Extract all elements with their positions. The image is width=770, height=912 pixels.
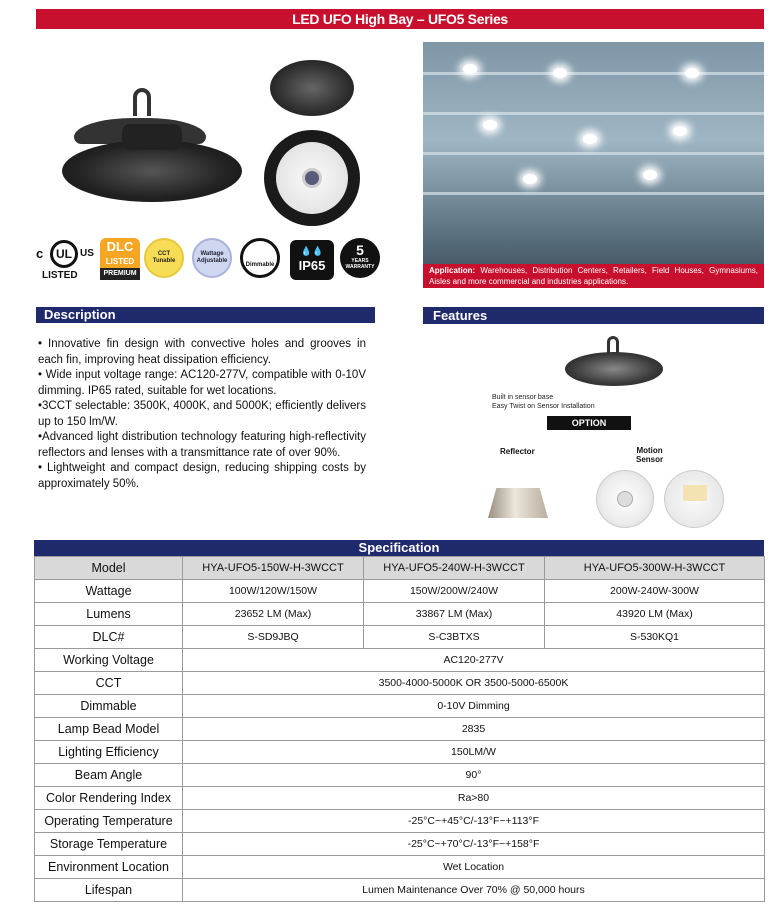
ul-logo-icon: UL	[50, 240, 78, 268]
table-cell: 150LM/W	[183, 741, 765, 764]
table-row	[35, 856, 765, 879]
motion-label-line2: Sensor	[636, 455, 664, 464]
dlc-listed-label: LISTED	[100, 256, 140, 268]
table-cell: Lumen Maintenance Over 70% @ 50,000 hours	[183, 879, 765, 902]
application-caption	[423, 264, 764, 288]
page-title: LED UFO High Bay – UFO5 Series	[36, 9, 764, 29]
motion-label-line1: Motion	[636, 446, 663, 455]
table-row	[35, 580, 765, 603]
table-header-row	[35, 557, 765, 580]
ceiling-light	[673, 126, 687, 136]
dlc-label: DLC	[100, 238, 140, 256]
table-cell: -25°C~+45°C/-13°F~+113°F	[183, 810, 765, 833]
reflector-image	[488, 488, 548, 518]
application-label: Application:	[429, 266, 476, 275]
application-photo	[423, 42, 764, 288]
table-row	[35, 764, 765, 787]
table-cell: 33867 LM (Max)	[364, 603, 545, 626]
table-cell: Model	[35, 557, 183, 580]
table-cell: Beam Angle	[35, 764, 183, 787]
table-cell: Wet Location	[183, 856, 765, 879]
table-cell: S-SD9JBQ	[183, 626, 364, 649]
ceiling-light	[643, 170, 657, 180]
reflector-label: Reflector	[500, 447, 535, 456]
table-cell: Lamp Bead Model	[35, 718, 183, 741]
ceiling-light	[483, 120, 497, 130]
sensor-label-tag	[683, 485, 707, 501]
dlc-premium-badge	[100, 238, 140, 286]
table-cell: Lighting Efficiency	[35, 741, 183, 764]
hanging-hook	[133, 88, 151, 116]
ul-c-mark: c	[36, 246, 44, 261]
dimmable-badge: Dimmable	[240, 238, 280, 278]
certification-badges	[36, 238, 406, 288]
table-cell: 100W/120W/150W	[183, 580, 364, 603]
ip65-label: IP65	[298, 258, 326, 273]
application-text: Warehouses, Distribution Centers, Retailers, Field Houses, Gymnasiums, Aisles and more commercial and industries applications.	[429, 266, 758, 286]
lamp-top-view-image	[270, 60, 354, 116]
table-cell: 200W-240W-300W	[545, 580, 765, 603]
table-cell: Wattage	[35, 580, 183, 603]
table-row	[35, 787, 765, 810]
table-cell: HYA-UFO5-150W-H-3WCCT	[183, 557, 364, 580]
specification-table	[34, 556, 765, 902]
warranty-badge	[340, 238, 380, 278]
sensor-note-line2: Easy Twist on Sensor Installation	[492, 403, 595, 410]
table-cell: Storage Temperature	[35, 833, 183, 856]
table-cell: 90°	[183, 764, 765, 787]
description-header: Description	[36, 307, 375, 323]
water-drops-icon: 💧💧	[300, 246, 324, 256]
table-cell: AC120-277V	[183, 649, 765, 672]
cct-tunable-badge: CCT Tunable	[144, 238, 184, 278]
features-header: Features	[423, 307, 764, 324]
ip65-badge	[290, 240, 334, 280]
table-cell: Operating Temperature	[35, 810, 183, 833]
table-cell: Lifespan	[35, 879, 183, 902]
motion-sensor-label	[636, 446, 663, 464]
table-cell: HYA-UFO5-240W-H-3WCCT	[364, 557, 545, 580]
table-row	[35, 718, 765, 741]
ceiling-light	[583, 134, 597, 144]
table-row	[35, 833, 765, 856]
table-cell: -25°C~+70°C/-13°F~+158°F	[183, 833, 765, 856]
table-cell: Ra>80	[183, 787, 765, 810]
ul-listed-badge	[36, 238, 96, 286]
table-cell: 150W/200W/240W	[364, 580, 545, 603]
wattage-adjustable-badge: Wattage Adjustable	[192, 238, 232, 278]
lamp-sensor-port	[302, 168, 322, 188]
sensor-base-note	[492, 393, 595, 411]
feature-lamp-image	[565, 352, 663, 386]
lamp-bottom-view-image	[264, 130, 360, 226]
table-cell: Environment Location	[35, 856, 183, 879]
table-cell: CCT	[35, 672, 183, 695]
description-paragraph: •3CCT selectable: 3500K, 4000K, and 5000K; efficiently delivers up to 150 lm/W.	[38, 400, 366, 428]
table-cell: S-C3BTXS	[364, 626, 545, 649]
specification-section	[34, 540, 764, 902]
warranty-label: YEARS WARRANTY	[345, 258, 375, 270]
product-image-area	[36, 42, 406, 302]
sensor-dome	[617, 491, 633, 507]
table-cell: Color Rendering Index	[35, 787, 183, 810]
warranty-years: 5	[356, 242, 364, 258]
description-paragraph: • Lightweight and compact design, reducing shipping costs by approximately 50%.	[38, 462, 366, 490]
ceiling-light	[553, 68, 567, 78]
table-cell: DLC#	[35, 626, 183, 649]
table-cell: Lumens	[35, 603, 183, 626]
motion-sensor-image	[596, 470, 654, 528]
lamp-driver-cap	[122, 124, 182, 150]
sensor-module-image	[664, 470, 724, 528]
ceiling-beam	[423, 152, 764, 155]
ceiling-beam	[423, 112, 764, 115]
table-row	[35, 603, 765, 626]
ceiling-light	[523, 174, 537, 184]
table-cell: HYA-UFO5-300W-H-3WCCT	[545, 557, 765, 580]
table-row	[35, 672, 765, 695]
table-cell: S-530KQ1	[545, 626, 765, 649]
table-cell: 23652 LM (Max)	[183, 603, 364, 626]
table-row	[35, 626, 765, 649]
specification-header: Specification	[34, 540, 764, 556]
table-cell: 43920 LM (Max)	[545, 603, 765, 626]
sensor-note-line1: Built in sensor base	[492, 394, 554, 401]
description-body	[38, 337, 366, 492]
dlc-premium-label: PREMIUM	[100, 268, 140, 280]
ul-us-mark: US	[80, 248, 94, 259]
description-paragraph: •Advanced light distribution technology featuring high-reflectivity reflectors and lenses with a transmittance rate of over 90%.	[38, 431, 366, 459]
table-row	[35, 649, 765, 672]
table-row	[35, 741, 765, 764]
table-row	[35, 695, 765, 718]
ceiling-light	[685, 68, 699, 78]
table-row	[35, 879, 765, 902]
table-cell: Working Voltage	[35, 649, 183, 672]
ceiling-beam	[423, 192, 764, 195]
table-row	[35, 810, 765, 833]
description-paragraph: • Wide input voltage range: AC120-277V, compatible with 0-10V dimming. IP65 rated, suitable for wet locations.	[38, 369, 366, 397]
option-label: OPTION	[547, 416, 631, 430]
table-cell: Dimmable	[35, 695, 183, 718]
ul-listed-label: LISTED	[42, 270, 78, 281]
table-cell: 3500-4000-5000K OR 3500-5000-6500K	[183, 672, 765, 695]
table-cell: 2835	[183, 718, 765, 741]
ceiling-light	[463, 64, 477, 74]
description-paragraph: • Innovative fin design with convective holes and grooves in each fin, improving heat dissipation efficiency.	[38, 338, 366, 366]
table-cell: 0-10V Dimming	[183, 695, 765, 718]
